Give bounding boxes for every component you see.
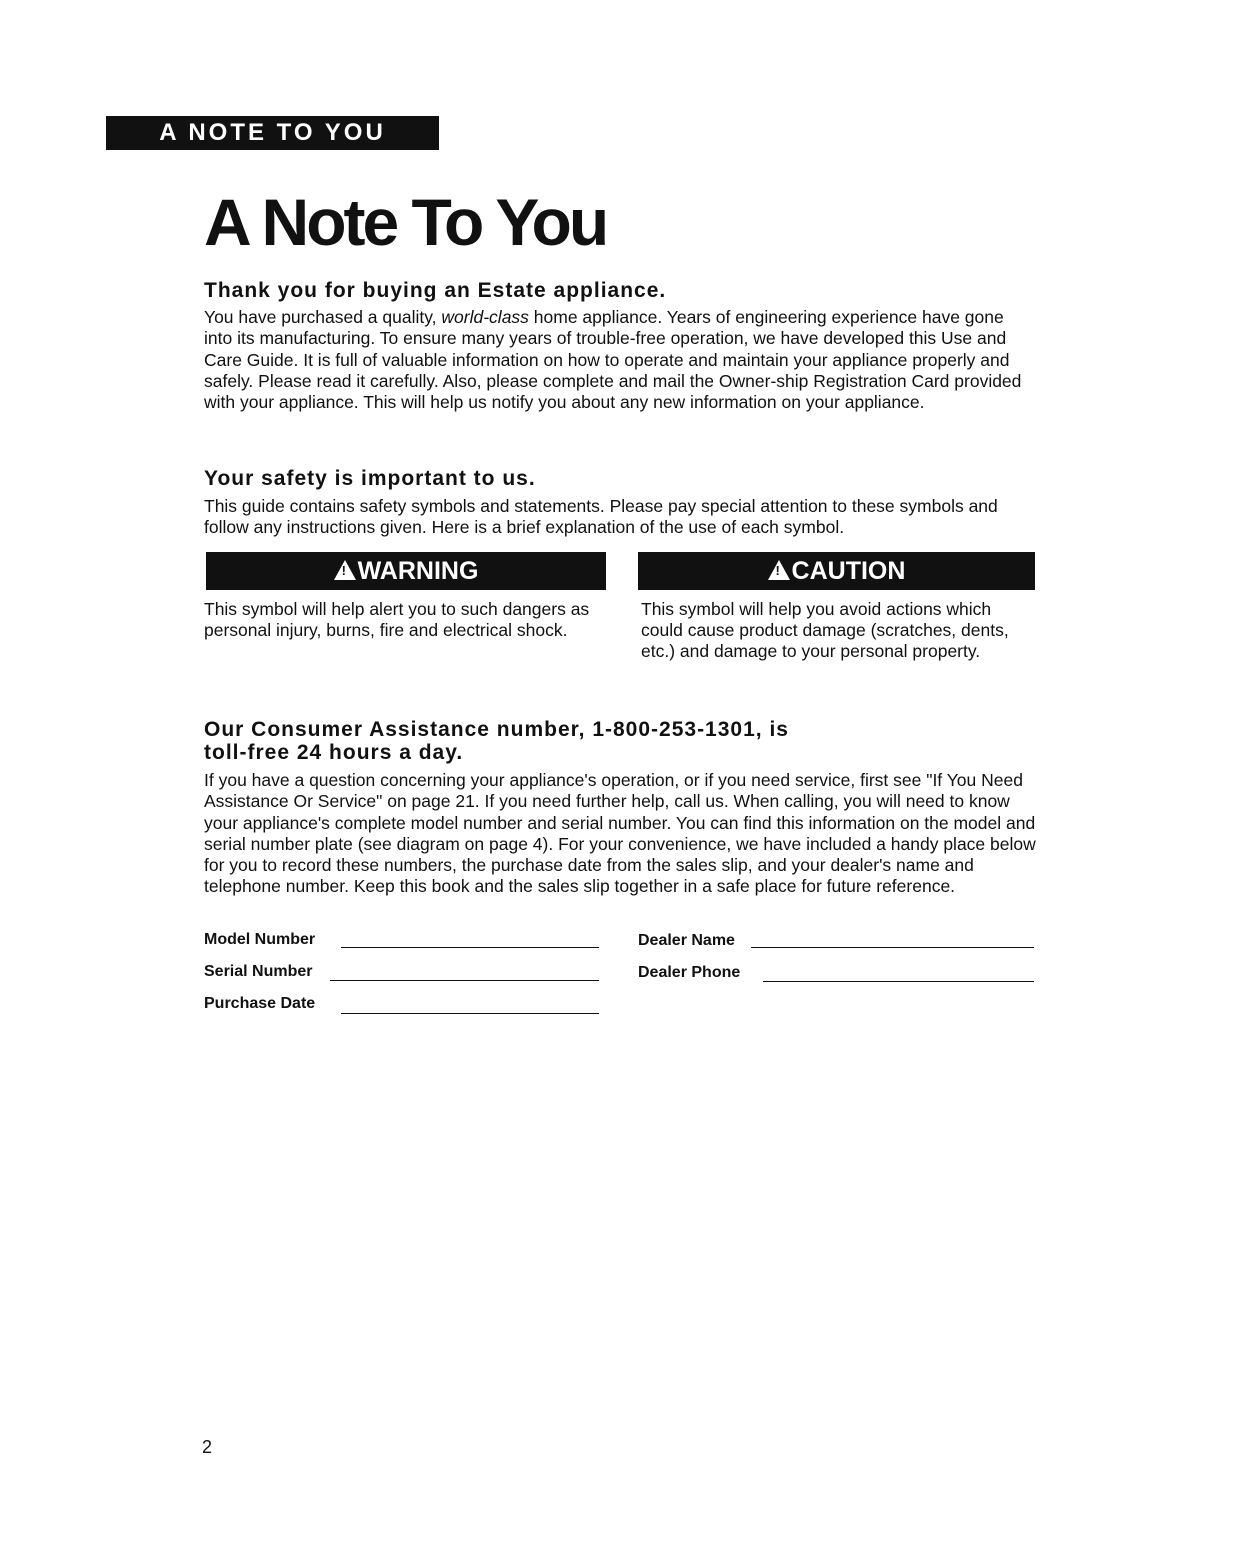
page-number: 2: [202, 1437, 213, 1457]
safety-paragraph: This guide contains safety symbols and statements. Please pay special attention to these symbols and follow any instructions given. Here is a brief explanation of the use of each symbol.: [204, 496, 998, 538]
model-number-line: [341, 947, 599, 948]
thanks-heading: Thank you for buying an Estate appliance.: [204, 279, 667, 302]
dealer-phone-label: Dealer Phone: [638, 964, 741, 981]
warning-triangle-icon: [334, 560, 356, 580]
dealer-phone-line: [763, 981, 1034, 982]
page-title: A Note To You: [204, 185, 607, 259]
thanks-text-after: home appliance. Years of engineering experience have gone into its manufacturing. To ensure many years of trouble-free operation, we have developed this Use and Care Guide. It is full of valuable information on how to operate and maintain your appliance properly and safely. Please read it carefully. Also, please complete and mail the Owner-ship Registration Card provided with your appliance. This will help us notify you about any new information on your appliance.: [204, 307, 1022, 413]
caution-text: This symbol will help you avoid actions which could cause product damage (scratches, dents, etc.) and damage to your personal property.: [641, 599, 1009, 661]
dealer-name-label: Dealer Name: [638, 932, 735, 949]
thanks-paragraph: [204, 307, 1036, 413]
safety-heading: Your safety is important to us.: [204, 467, 536, 490]
caution-label: CAUTION: [791, 557, 906, 585]
purchase-date-label: Purchase Date: [204, 995, 316, 1012]
warning-text: This symbol will help alert you to such dangers as personal injury, burns, fire and electrical shock.: [204, 599, 590, 640]
assistance-heading-line1: Our Consumer Assistance number, 1-800-253-1301, is: [204, 718, 789, 741]
caution-triangle-icon: [768, 560, 790, 580]
warning-banner: [206, 552, 606, 590]
assistance-heading-line2: toll-free 24 hours a day.: [204, 741, 464, 764]
purchase-date-line: [341, 1013, 599, 1014]
model-number-label: Model Number: [204, 931, 316, 948]
thanks-text-before: You have purchased a quality,: [204, 307, 442, 327]
thanks-text-italic: world-class: [441, 307, 529, 327]
section-tab: A NOTE TO YOU: [106, 116, 439, 150]
dealer-name-line: [751, 947, 1034, 948]
caution-banner: [638, 552, 1035, 590]
assistance-paragraph: If you have a question concerning your appliance's operation, or if you need service, first see "If You Need Assistance Or Service" on page 21. If you need further help, call us. When calling, you will need to know your appliance's complete model number and serial number. You can find this information on the model and serial number plate (see diagram on page 4). For your convenience, we have included a handy place below for you to record these numbers, the purchase date from the sales slip, and your dealer's name and telephone number. Keep this book and the sales slip together in a safe place for future reference.: [204, 770, 1036, 897]
warning-label: WARNING: [357, 557, 479, 585]
serial-number-line: [330, 980, 599, 981]
serial-number-label: Serial Number: [204, 963, 313, 980]
